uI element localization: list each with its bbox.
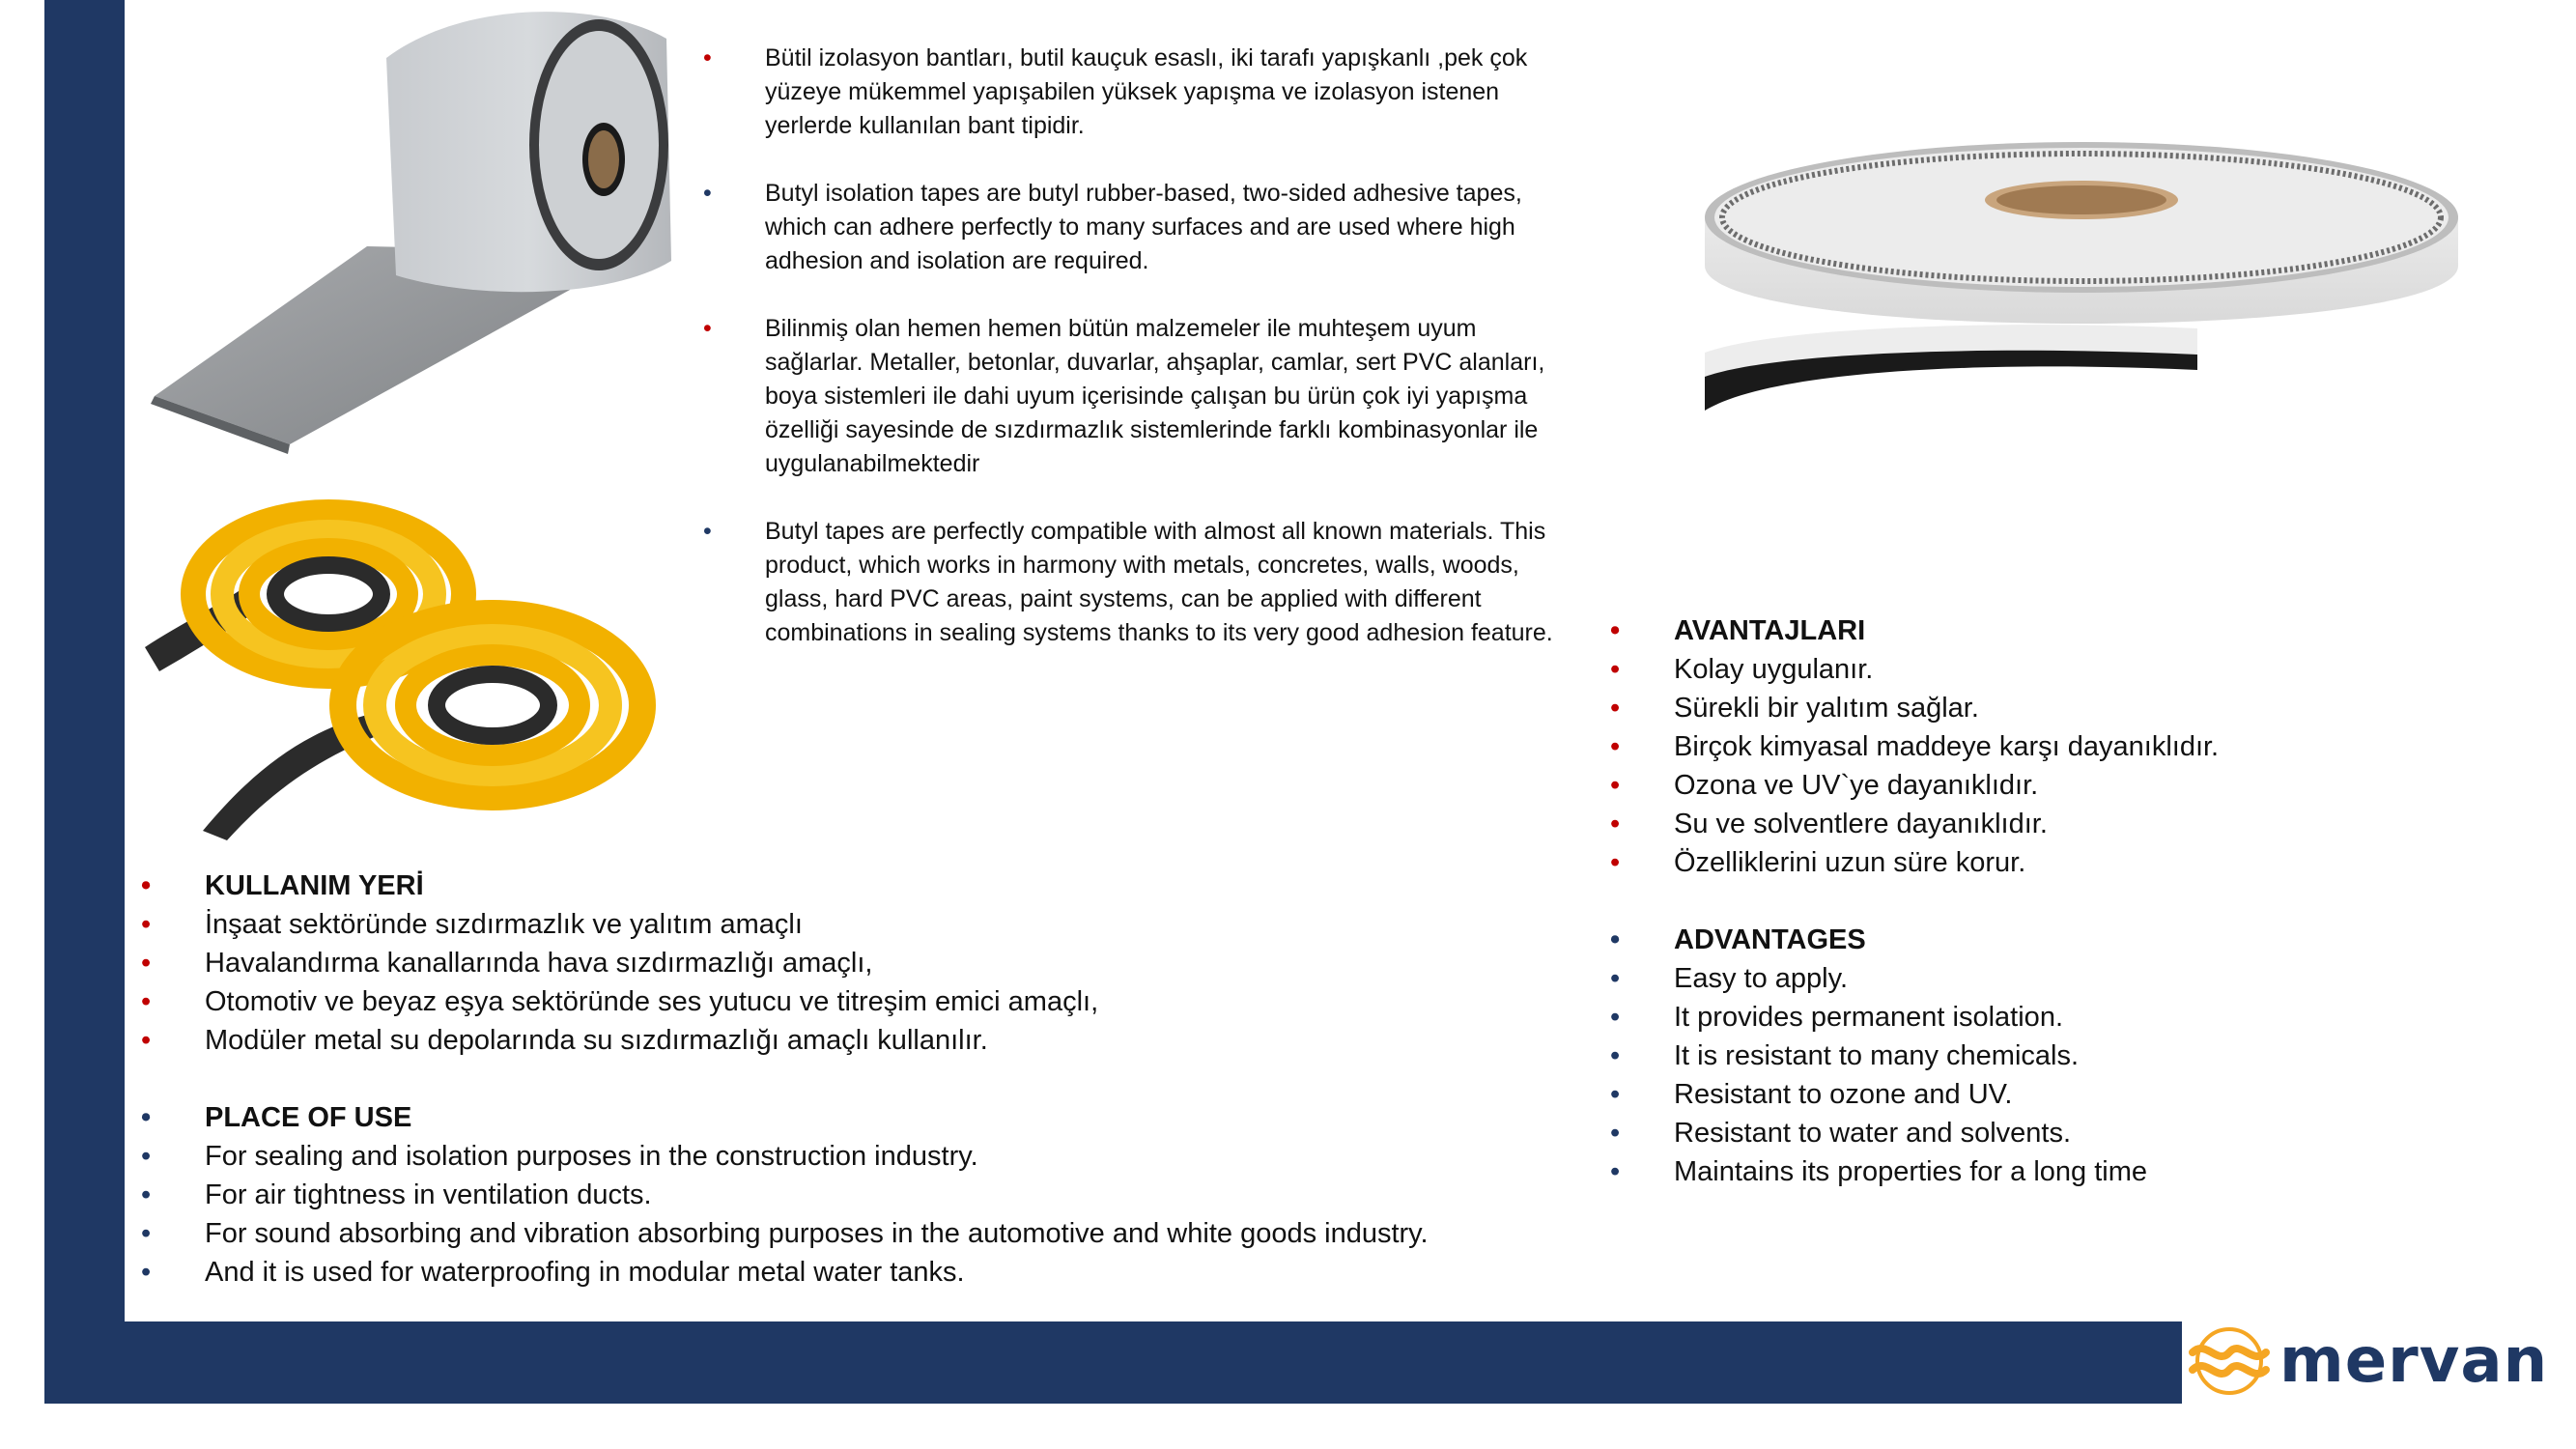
- intro-paragraph-tr-2: • Bilinmiş olan hemen hemen bütün malzemeler ile muhteşem uyum sağlarlar. Metaller, betonlar, duvarlar, ahşaplar, camlar, sert PVC alanları, boya sistemleri ile dahi uyum içerisinde çalışan bu ürün çok iyi yapışma özelliği sayesinde de sızdırmazlık sistemlerinde farklı kombinasyonlar ile uygulanabilmektedir: [703, 312, 1572, 481]
- advantages-tr-item: • Su ve solventlere dayanıklıdır.: [1610, 805, 2479, 843]
- grey-butyl-tape-roll-image: [145, 0, 700, 454]
- intro-paragraph-en-2: • Butyl tapes are perfectly compatible with almost all known materials. This product, which works in harmony with metals, concretes, walls, woods, glass, hard PVC areas, paint systems, can be applied with different combinations in sealing systems thanks to its very good adhesion feature.: [703, 515, 1572, 650]
- usage-en-item: • And it is used for waterproofing in modular metal water tanks.: [141, 1253, 1619, 1292]
- brand-name: mervan: [2279, 1325, 2549, 1397]
- advantages-tr-item: • Kolay uygulanır.: [1610, 650, 2479, 689]
- advantages-list: [1610, 611, 2479, 1191]
- intro-paragraph-tr-1: • Bütil izolasyon bantları, butil kauçuk esaslı, iki tarafı yapışkanlı ,pek çok yüzeye mükemmel yapışabilen yüksek yapışma ve izolasyon istenen yerlerde kullanılan bant tipidir.: [703, 42, 1572, 143]
- bottom-footer-bar: [44, 1321, 2182, 1404]
- advantages-en-item: • Easy to apply.: [1610, 959, 2479, 998]
- advantages-en-item: • Maintains its properties for a long time: [1610, 1152, 2479, 1191]
- intro-paragraph-en-1: • Butyl isolation tapes are butyl rubber-based, two-sided adhesive tapes, which can adhere perfectly to many surfaces and are used where high adhesion and isolation are required.: [703, 177, 1572, 278]
- advantages-en-item: • Resistant to ozone and UV.: [1610, 1075, 2479, 1114]
- white-butyl-tape-roll-image: [1695, 121, 2473, 459]
- advantages-tr-item: • Birçok kimyasal maddeye karşı dayanıklıdır.: [1610, 727, 2479, 766]
- intro-paragraph-list: [703, 42, 1572, 650]
- advantages-tr-item: • Özelliklerini uzun süre korur.: [1610, 843, 2479, 882]
- advantages-en-heading: • ADVANTAGES: [1610, 921, 2479, 959]
- usage-en-item: • For sealing and isolation purposes in the construction industry.: [141, 1137, 1619, 1176]
- advantages-en-item: • Resistant to water and solvents.: [1610, 1114, 2479, 1152]
- usage-tr-heading: • KULLANIM YERİ: [141, 867, 1619, 905]
- usage-list: [141, 867, 1619, 1292]
- advantages-tr-item: • Sürekli bir yalıtım sağlar.: [1610, 689, 2479, 727]
- advantages-tr-item: • Ozona ve UV`ye dayanıklıdır.: [1610, 766, 2479, 805]
- left-accent-bar: [44, 0, 125, 1404]
- usage-en-heading: • PLACE OF USE: [141, 1098, 1619, 1137]
- advantages-tr-heading: • AVANTAJLARI: [1610, 611, 2479, 650]
- usage-tr-item: • Otomotiv ve beyaz eşya sektöründe ses yutucu ve titreşim emici amaçlı,: [141, 982, 1619, 1021]
- advantages-en-item: • It is resistant to many chemicals.: [1610, 1037, 2479, 1075]
- wave-logo-icon: [2185, 1327, 2274, 1395]
- advantages-en-item: • It provides permanent isolation.: [1610, 998, 2479, 1037]
- usage-en-item: • For air tightness in ventilation ducts.: [141, 1176, 1619, 1214]
- usage-tr-item: • Havalandırma kanallarında hava sızdırmazlığı amaçlı,: [141, 944, 1619, 982]
- mervan-logo: [2185, 1321, 2576, 1401]
- usage-en-item: • For sound absorbing and vibration absorbing purposes in the automotive and white goods industry.: [141, 1214, 1619, 1253]
- usage-tr-item: • Modüler metal su depolarında su sızdırmazlığı amaçlı kullanılır.: [141, 1021, 1619, 1060]
- yellow-butyl-tape-spirals-image: [135, 483, 700, 840]
- usage-tr-item: • İnşaat sektöründe sızdırmazlık ve yalıtım amaçlı: [141, 905, 1619, 944]
